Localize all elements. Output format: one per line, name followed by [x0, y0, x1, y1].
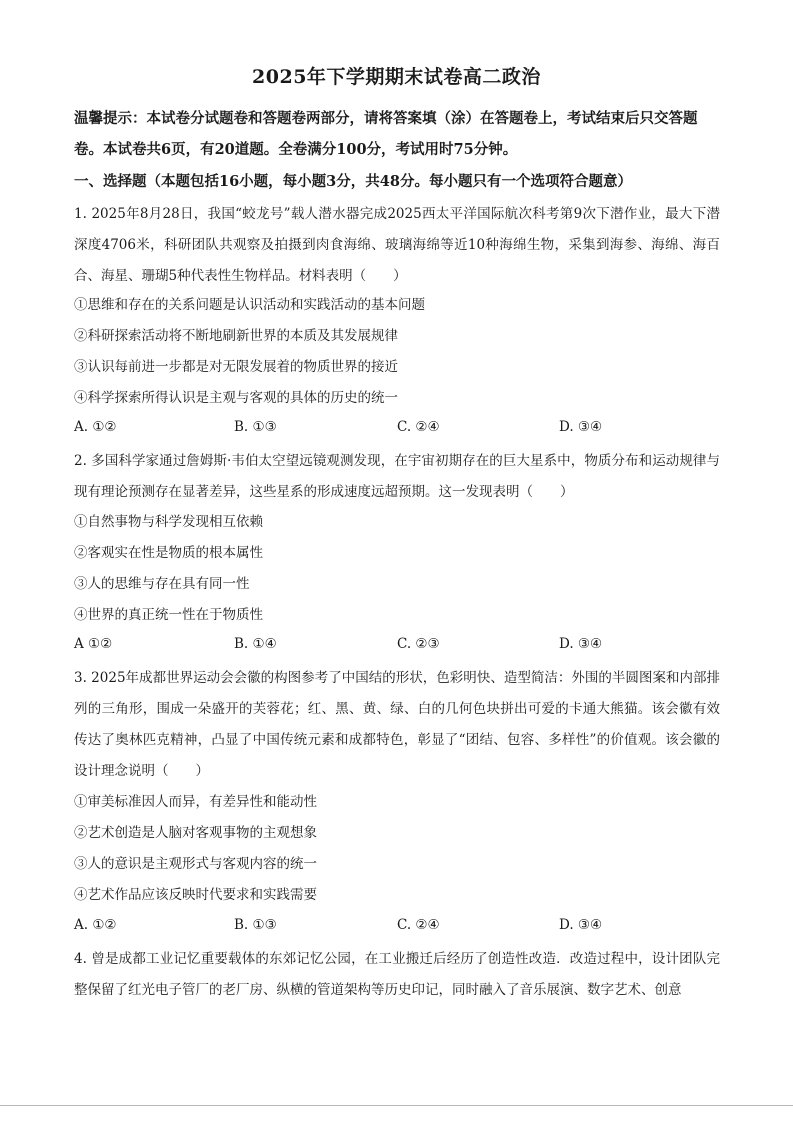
option-d: D. ③④ — [559, 419, 603, 435]
option-a: A. ①② — [74, 419, 117, 435]
option-c: C. ②④ — [397, 419, 440, 435]
option-b: B. ①④ — [234, 636, 277, 652]
option-d: D. ③④ — [559, 636, 603, 652]
option-a: A ①② — [74, 636, 113, 652]
option-d: D. ③④ — [559, 917, 603, 933]
question-1-options — [74, 419, 674, 439]
question-1-stem: 1. 2025年8月28日，我国“蛟龙号”载人潜水器完成2025西太平洋国际航次科考第9次下潜作业，最大下潜深度4706米，科研团队共观察及拍摄到肉食海绵、玻璃海绵等近10种海绵生物，采集到海参、海绵、海百合、海星、珊瑚5种代表性生物样品。材料表明（ ） — [74, 206, 720, 284]
section-heading: 一、选择题（本题包括16小题，每小题3分，共48分。每小题只有一个选项符合题意） — [74, 173, 632, 190]
question-3-item: ①审美标准因人而异，有差异性和能动性 — [74, 794, 317, 810]
question-3-options — [74, 917, 674, 937]
question-2-item: ②客观实在性是物质的根本属性 — [74, 545, 263, 561]
question-2-item: ①自然事物与科学发现相互依赖 — [74, 514, 263, 530]
question-2-item: ④世界的真正统一性在于物质性 — [74, 607, 263, 623]
option-c: C. ②③ — [397, 636, 440, 652]
notice-text: 温馨提示：本试卷分试题卷和答题卷两部分，请将答案填（涂）在答题卷上，考试结束后只交答题卷。本试卷共6页，有20道题。全卷满分100分，考试用时75分钟。 — [74, 110, 698, 158]
option-b: B. ①③ — [234, 419, 277, 435]
question-4-stem: 4. 曾是成都工业记忆重要载体的东郊记忆公园，在工业搬迁后经历了创造性改造．改造过程中，设计团队完整保留了红光电子管厂的老厂房、纵横的管道架构等历史印记，同时融入了音乐展演、数字艺术、创意 — [74, 951, 720, 998]
question-1-item: ④科学探索所得认识是主观与客观的具体的历史的统一 — [74, 390, 398, 406]
page-title: 2025年下学期期末试卷高二政治 — [252, 66, 541, 88]
option-c: C. ②④ — [397, 917, 440, 933]
question-1-item: ③认识每前进一步都是对无限发展着的物质世界的接近 — [74, 359, 398, 375]
question-3-item: ②艺术创造是人脑对客观事物的主观想象 — [74, 825, 317, 841]
page-bottom-rule — [0, 1105, 793, 1106]
question-1-item: ②科研探索活动将不断地刷新世界的本质及其发展规律 — [74, 328, 398, 344]
option-b: B. ①③ — [234, 917, 277, 933]
question-2-stem: 2. 多国科学家通过詹姆斯·韦伯太空望远镜观测发现，在宇宙初期存在的巨大星系中，物质分布和运动规律与现有理论预测存在显著差异，这些星系的形成速度远超预期。这一发现表明（ ） — [74, 453, 720, 500]
option-a: A. ①② — [74, 917, 117, 933]
question-2-options — [74, 636, 674, 656]
question-1-item: ①思维和存在的关系问题是认识活动和实践活动的基本问题 — [74, 297, 425, 313]
question-3-item: ③人的意识是主观形式与客观内容的统一 — [74, 856, 317, 872]
question-2-item: ③人的思维与存在具有同一性 — [74, 576, 250, 592]
question-3-stem: 3. 2025年成都世界运动会会徽的构图参考了中国结的形状，色彩明快、造型简洁：外围的半圆图案和内部排列的三角形，围成一朵盛开的芙蓉花；红、黑、黄、绿、白的几何色块拼出可爱的卡通大熊猫。该会徽有效传达了奥林匹克精神，凸显了中国传统元素和成都特色，彰显了“团结、包容、多样性”的价值观。该会徽的设计理念说明（ ） — [74, 670, 720, 779]
question-3-item: ④艺术作品应该反映时代要求和实践需要 — [74, 887, 317, 903]
